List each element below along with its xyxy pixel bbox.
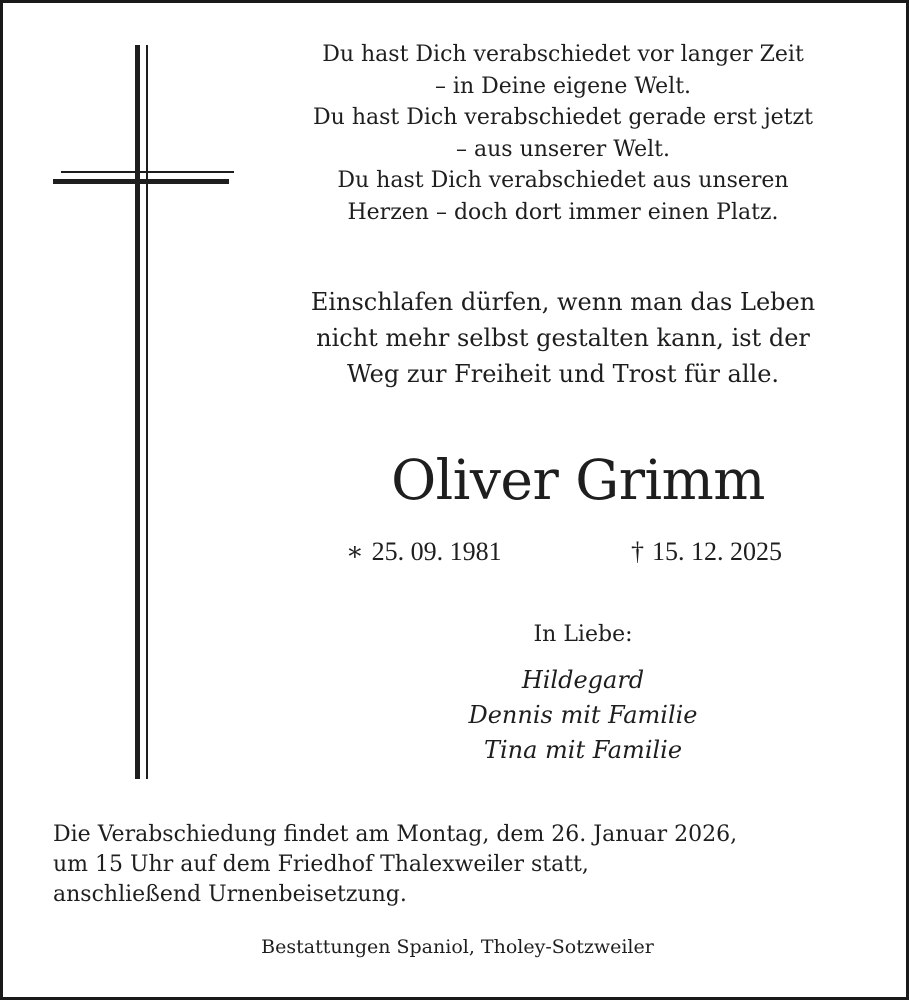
funeral-line: Die Verabschiedung findet am Montag, dem 26. Januar 2026, <box>53 822 738 847</box>
funeral-line: anschließend Urnenbeisetzung. <box>53 882 407 907</box>
death-date: 15. 12. 2025 <box>652 537 782 566</box>
mourner-name: Tina mit Familie <box>483 736 683 764</box>
quote-line: nicht mehr selbst gestalten kann, ist der <box>316 324 810 352</box>
death-date-group <box>631 535 782 569</box>
funeral-details <box>53 820 873 910</box>
cross-vertical-hairline <box>146 45 148 779</box>
poem-line: Du hast Dich verabschiedet vor langer Zeit <box>322 42 804 67</box>
poem-line: Du hast Dich verabschiedet gerade erst jetzt <box>313 105 813 130</box>
mourner-name: Hildegard <box>521 666 645 694</box>
poem-line: – in Deine eigene Welt. <box>434 73 692 99</box>
cross-horizontal-bar <box>53 179 229 184</box>
birth-date: 25. 09. 1981 <box>371 537 502 566</box>
cross-vertical-bar <box>135 45 140 779</box>
quote-line: Einschlafen dürfen, wenn man das Leben <box>310 288 816 316</box>
birth-asterisk-icon: ∗ <box>346 537 364 566</box>
poem-line: Du hast Dich verabschiedet aus unseren <box>337 168 789 193</box>
cross-icon <box>3 3 243 793</box>
quote <box>273 284 853 392</box>
mourners-intro: In Liebe: <box>533 622 633 647</box>
death-dagger-icon: † <box>631 537 644 566</box>
poem-line: – aus unserer Welt. <box>456 136 670 162</box>
birth-date-group <box>346 535 502 569</box>
life-dates <box>3 535 909 569</box>
funeral-line: um 15 Uhr auf dem Friedhof Thalexweiler statt, <box>53 852 589 877</box>
quote-line: Weg zur Freiheit und Trost für alle. <box>346 360 780 388</box>
mourner-name: Dennis mit Familie <box>468 701 698 729</box>
mourners-list <box>303 663 863 768</box>
deceased-name: Oliver Grimm <box>391 448 765 512</box>
poem <box>278 39 848 228</box>
poem-line: Herzen – doch dort immer einen Platz. <box>347 199 779 225</box>
undertaker: Bestattungen Spaniol, Tholey-Sotzweiler <box>261 936 654 958</box>
cross-horizontal-hairline <box>61 171 234 173</box>
